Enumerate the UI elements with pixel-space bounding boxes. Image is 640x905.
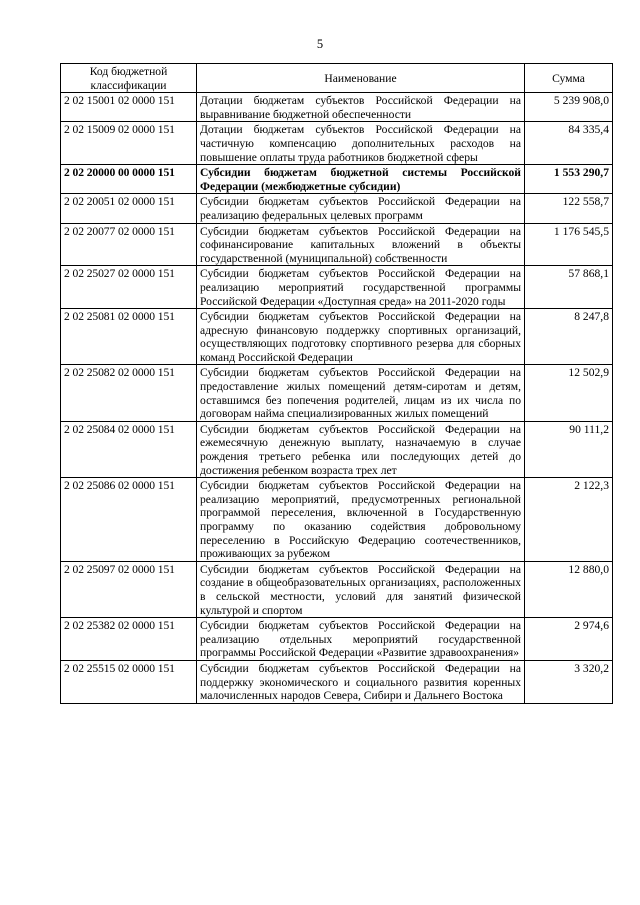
row-code: 2 02 25082 02 0000 151 xyxy=(61,365,197,421)
table-row xyxy=(61,478,613,562)
row-code: 2 02 25086 02 0000 151 xyxy=(61,478,197,562)
table-row xyxy=(61,194,613,223)
row-sum: 12 880,0 xyxy=(525,561,613,617)
row-code: 2 02 25081 02 0000 151 xyxy=(61,309,197,365)
row-sum: 8 247,8 xyxy=(525,309,613,365)
row-code: 2 02 25084 02 0000 151 xyxy=(61,421,197,477)
row-name: Субсидии бюджетам субъектов Российской Федерации на создание в общеобразовательных организациях, расположенных в сельской местности, условий для занятий физической культурой и спортом xyxy=(197,561,525,617)
row-code: 2 02 15009 02 0000 151 xyxy=(61,122,197,165)
row-name: Субсидии бюджетам субъектов Российской Федерации на софинансирование капитальных вложений в объекты государственной (муниципальной) собственности xyxy=(197,223,525,266)
row-code: 2 02 20077 02 0000 151 xyxy=(61,223,197,266)
row-sum: 12 502,9 xyxy=(525,365,613,421)
row-sum: 1 553 290,7 xyxy=(525,165,613,194)
table-row xyxy=(61,660,613,703)
table-row xyxy=(61,122,613,165)
row-sum: 1 176 545,5 xyxy=(525,223,613,266)
table-row xyxy=(61,618,613,661)
row-code: 2 02 20000 00 0000 151 xyxy=(61,165,197,194)
row-sum: 2 122,3 xyxy=(525,478,613,562)
table-row xyxy=(61,365,613,421)
row-sum: 5 239 908,0 xyxy=(525,93,613,122)
row-sum: 84 335,4 xyxy=(525,122,613,165)
row-name: Субсидии бюджетам субъектов Российской Федерации на предоставление жилых помещений детям-сиротам и детям, оставшимся без попечения родителей, лицам из их числа по договорам найма специализированных жилых помещений xyxy=(197,365,525,421)
row-code: 2 02 25515 02 0000 151 xyxy=(61,660,197,703)
row-name: Дотации бюджетам субъектов Российской Федерации на частичную компенсацию дополнительных расходов на повышение оплаты труда работников бюджетной сферы xyxy=(197,122,525,165)
row-name: Дотации бюджетам субъектов Российской Федерации на выравнивание бюджетной обеспеченности xyxy=(197,93,525,122)
row-code: 2 02 20051 02 0000 151 xyxy=(61,194,197,223)
budget-table xyxy=(60,63,613,704)
page-number: 5 xyxy=(316,37,324,51)
row-code: 2 02 15001 02 0000 151 xyxy=(61,93,197,122)
header-sum: Сумма xyxy=(525,64,613,93)
row-name: Субсидии бюджетам субъектов Российской Федерации на адресную финансовую поддержку спортивных организаций, осуществляющих подготовку спортивного резерва для сборных команд Российской Федерации xyxy=(197,309,525,365)
header-code: Код бюджетной классификации xyxy=(61,64,197,93)
row-code: 2 02 25382 02 0000 151 xyxy=(61,618,197,661)
table-row xyxy=(61,421,613,477)
row-sum: 2 974,6 xyxy=(525,618,613,661)
row-name: Субсидии бюджетам субъектов Российской Федерации на реализацию федеральных целевых программ xyxy=(197,194,525,223)
row-sum: 57 868,1 xyxy=(525,266,613,309)
table-row-subtotal xyxy=(61,165,613,194)
table-row xyxy=(61,223,613,266)
row-code: 2 02 25027 02 0000 151 xyxy=(61,266,197,309)
row-code: 2 02 25097 02 0000 151 xyxy=(61,561,197,617)
header-name: Наименование xyxy=(197,64,525,93)
row-sum: 122 558,7 xyxy=(525,194,613,223)
row-name: Субсидии бюджетам субъектов Российской Федерации на поддержку экономического и социального развития коренных малочисленных народов Севера, Сибири и Дальнего Востока xyxy=(197,660,525,703)
table-row xyxy=(61,93,613,122)
table-row xyxy=(61,266,613,309)
row-sum: 90 111,2 xyxy=(525,421,613,477)
table-header-row xyxy=(61,64,613,93)
row-name: Субсидии бюджетам субъектов Российской Федерации на реализацию мероприятий, предусмотренных региональной программой переселения, включенной в Государственную программу по оказанию содействия добровольному переселению в Российскую Федерацию соотечественников, проживающих за рубежом xyxy=(197,478,525,562)
table-row xyxy=(61,309,613,365)
row-name: Субсидии бюджетам субъектов Российской Федерации на ежемесячную денежную выплату, назначаемую в случае рождения третьего ребенка или последующих детей до достижения ребенком возраста трех лет xyxy=(197,421,525,477)
table-row xyxy=(61,561,613,617)
row-name: Субсидии бюджетам бюджетной системы Российской Федерации (межбюджетные субсидии) xyxy=(197,165,525,194)
row-sum: 3 320,2 xyxy=(525,660,613,703)
row-name: Субсидии бюджетам субъектов Российской Федерации на реализацию отдельных мероприятий государственной программы Российской Федерации «Развитие здравоохранения» xyxy=(197,618,525,661)
row-name: Субсидии бюджетам субъектов Российской Федерации на реализацию мероприятий государственной программы Российской Федерации «Доступная среда» на 2011-2020 годы xyxy=(197,266,525,309)
